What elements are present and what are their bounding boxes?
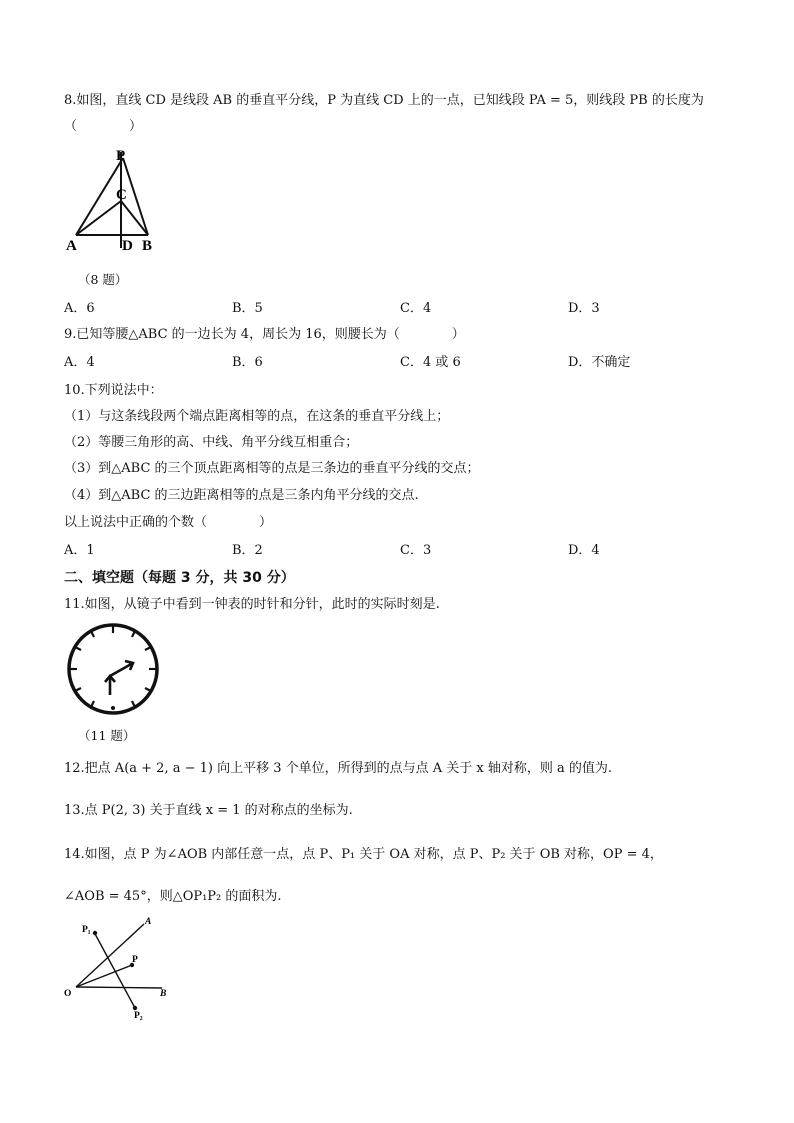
q10-stem: 10.下列说法中： [64,383,163,398]
q8-label-p: P [116,148,126,164]
q8-stem: 8.如图，直线 CD 是线段 AB 的垂直平分线，P 为直线 CD 上的一点，已知线段 PA = 5，则线段 PB 的长度为 [64,93,704,108]
q14-label-p: P [132,955,138,965]
q14-label-p1: P₁ [82,925,91,935]
q8-label-d: D [122,238,133,254]
q9-option-c[interactable]: C．4 或 6 [400,355,461,370]
q14-figure [62,912,182,1020]
q8-label-a: A [66,238,77,254]
q8-option-d[interactable]: D．3 [568,301,600,316]
q10-item-4: （4）到△ABC 的三边距离相等的点是三条内角平分线的交点. [64,488,419,503]
section-2-title: 二、填空题（每题 3 分，共 30 分） [64,570,295,586]
q10-item-3: （3）到△ABC 的三个顶点距离相等的点是三条边的垂直平分线的交点； [64,461,480,476]
q14-label-p2: P₂ [134,1011,143,1020]
q14-stem: 14.如图，点 P 为∠AOB 内部任意一点，点 P、P₁ 关于 OA 对称，点 P、P₂ 关于 OB 对称，OP = 4， [64,847,663,862]
q11-clock-figure [63,621,163,721]
q12-stem: 12.把点 A(a + 2, a − 1) 向上平移 3 个单位，所得到的点与点 A 关于 x 轴对称，则 a 的值为. [64,761,613,776]
q10-option-b[interactable]: B．2 [232,543,263,558]
q14-label-o: O [64,989,72,999]
q13-stem: 13.点 P(2, 3) 关于直线 x = 1 的对称点的坐标为. [64,803,353,818]
q11-caption: （11 题） [78,728,136,743]
q9-stem: 9.已知等腰△ABC 的一边长为 4，周长为 16，则腰长为（ ） [64,327,465,342]
q9-option-a[interactable]: A．4 [64,355,95,370]
q14-label-b: B [160,989,167,999]
q8-option-c[interactable]: C．4 [400,301,432,316]
q10-option-a[interactable]: A．1 [64,543,95,558]
q14-label-a: A [145,917,152,927]
q8-option-a[interactable]: A．6 [64,301,95,316]
q8-figure [64,144,164,254]
q8-label-c: C [116,187,127,203]
q8-caption: （8 题） [78,272,128,287]
q11-stem: 11.如图，从镜子中看到一钟表的时针和分针，此时的实际时刻是. [64,597,440,612]
q10-item-2: （2）等腰三角形的高、中线、角平分线互相重合； [64,435,359,450]
q10-option-d[interactable]: D．4 [568,543,600,558]
q10-item-1: （1）与这条线段两个端点距离相等的点，在这条的垂直平分线上； [64,409,450,424]
q9-option-d[interactable]: D．不确定 [568,355,631,370]
q9-option-b[interactable]: B．6 [232,355,263,370]
q10-question: 以上说法中正确的个数（ ） [64,515,273,530]
q8-label-b: B [142,238,153,254]
q8-blank: （ ） [64,119,143,134]
q14-stem-line-2: ∠AOB = 45°，则△OP₁P₂ 的面积为. [64,889,282,904]
q8-option-b[interactable]: B．5 [232,301,263,316]
q10-option-c[interactable]: C．3 [400,543,432,558]
